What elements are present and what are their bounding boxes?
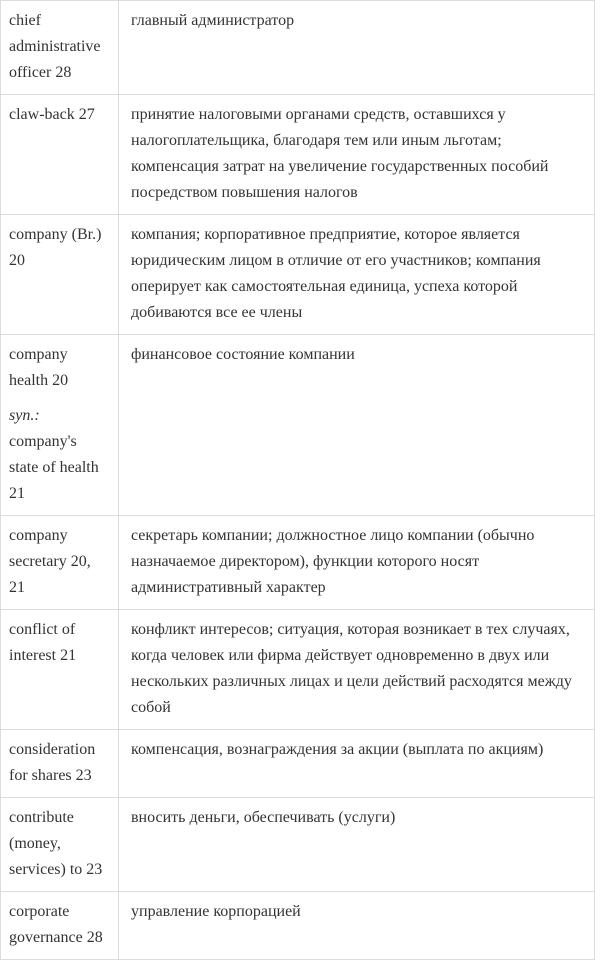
definition-cell: [119, 892, 595, 960]
syn-label: syn.:: [9, 407, 40, 424]
syn-term: company's state of health 21: [9, 433, 99, 502]
definition-text: принятие налоговыми органами средств, оставшихся у налогоплательщика, благодаря тем или иным льготам; компенсация затрат на увеличение государственных пособий посредством повышения налогов: [131, 106, 549, 201]
term-text: company secretary 20, 21: [9, 527, 91, 596]
definition-text: вносить деньги, обеспечивать (услуги): [131, 809, 396, 826]
definition-text: финансовое состояние компании: [131, 346, 355, 363]
definition-cell: [119, 1, 595, 95]
term-cell: [1, 335, 119, 516]
term-text: company health 20: [9, 346, 69, 389]
term-cell: [1, 798, 119, 892]
term-cell: [1, 516, 119, 610]
term-cell: [1, 892, 119, 960]
definition-cell: [119, 798, 595, 892]
term-cell: [1, 610, 119, 730]
table-row: [1, 516, 595, 610]
term-text: conflict of interest 21: [9, 621, 77, 664]
table-row: [1, 1, 595, 95]
term-text: contribute (money, services) to 23: [9, 809, 103, 878]
table-row: [1, 892, 595, 960]
definition-text: компания; корпоративное предприятие, которое является юридическим лицом в отличие от его участников; компания оперирует как самостоятельная единица, успеха которой добиваются все ее члены: [131, 226, 541, 321]
table-row: [1, 730, 595, 798]
definition-text: компенсация, вознаграждения за акции (выплата по акциям): [131, 741, 544, 758]
table-row: [1, 215, 595, 335]
term-cell: [1, 215, 119, 335]
term-text: company (Br.) 20: [9, 226, 102, 269]
table-row: [1, 335, 595, 516]
term-text: chief administrative officer 28: [9, 12, 101, 81]
definition-cell: [119, 730, 595, 798]
term-cell: [1, 730, 119, 798]
table-row: [1, 610, 595, 730]
definition-cell: [119, 95, 595, 215]
table-row: [1, 95, 595, 215]
definition-text: секретарь компании; должностное лицо компании (обычно назначаемое директором), функции которого носят административный характер: [131, 527, 535, 596]
term-text: corporate governance 28: [9, 903, 103, 946]
term-cell: [1, 95, 119, 215]
definition-text: главный администратор: [131, 12, 295, 29]
definition-text: конфликт интересов; ситуация, которая возникает в тех случаях, когда человек или фирма действует одновременно в двух или нескольких различных лицах и цели действий расходятся между собой: [131, 621, 572, 716]
term-text: claw-back 27: [9, 106, 95, 123]
definition-text: управление корпорацией: [131, 903, 301, 920]
table-row: [1, 798, 595, 892]
definition-cell: [119, 610, 595, 730]
term-text: consideration for shares 23: [9, 741, 96, 784]
definition-cell: [119, 335, 595, 516]
term-cell: [1, 1, 119, 95]
definition-cell: [119, 215, 595, 335]
synonym-note: [9, 403, 108, 507]
definition-cell: [119, 516, 595, 610]
